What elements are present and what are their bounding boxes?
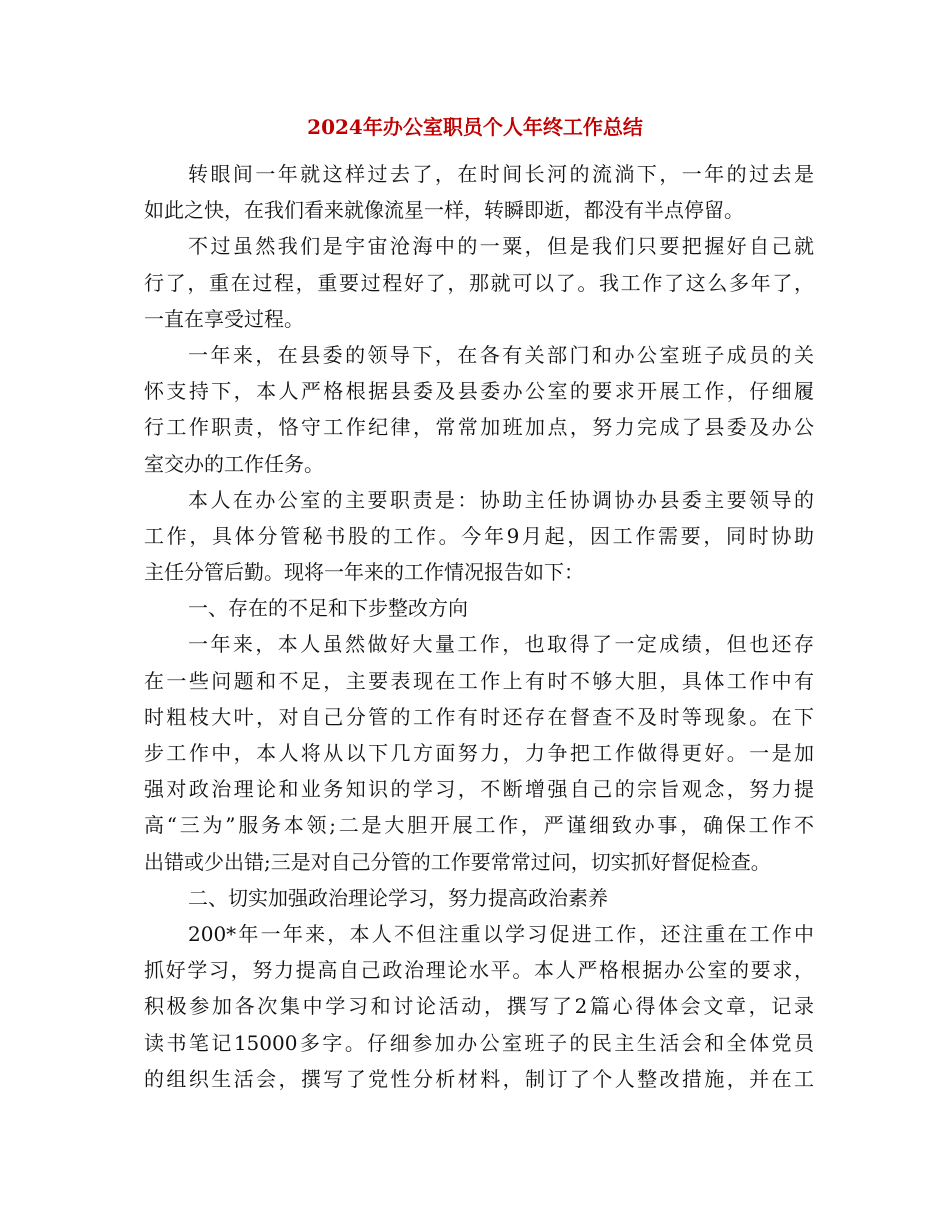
text-line: 积极参加各次集中学习和讨论活动，撰写了2篇心得体会文章，记录 (144, 994, 814, 1019)
text-line: 不过虽然我们是宇宙沧海中的一粟，但是我们只要把握好自己就 (188, 234, 814, 259)
text-line: 一年来，本人虽然做好大量工作，也取得了一定成绩，但也还存 (188, 632, 814, 657)
text-line: 在一些问题和不足，主要表现在工作上有时不够大胆，具体工作中有 (144, 668, 814, 693)
text-line: 的组织生活会，撰写了党性分析材料，制订了个人整改措施，并在工 (144, 1066, 814, 1091)
text-line: 抓好学习，努力提高自己政治理论水平。本人严格根据办公室的要求， (144, 958, 814, 983)
text-line: 一直在享受过程。 (144, 306, 304, 331)
text-line: 主任分管后勤。现将一年来的工作情况报告如下： (144, 560, 584, 585)
text-line: 200*年一年来，本人不但注重以学习促进工作，还注重在工作中 (188, 921, 814, 946)
section-heading: 二、切实加强政治理论学习，努力提高政治素养 (188, 885, 608, 910)
text-line: 行工作职责，恪守工作纪律，常常加班加点，努力完成了县委及办公 (144, 415, 814, 440)
text-line: 室交办的工作任务。 (144, 451, 324, 476)
text-line: 出错或少出错;三是对自己分管的工作要常常过问，切实抓好督促检查。 (144, 849, 771, 874)
text-line: 工作，具体分管秘书股的工作。今年9月起，因工作需要，同时协助 (144, 523, 814, 548)
text-line: 行了，重在过程，重要过程好了，那就可以了。我工作了这么多年了， (144, 270, 814, 295)
text-line: 怀支持下，本人严格根据县委及县委办公室的要求开展工作，仔细履 (144, 379, 814, 404)
text-line: 强对政治理论和业务知识的学习，不断增强自己的宗旨观念，努力提 (144, 777, 814, 802)
text-line: 如此之快，在我们看来就像流星一样，转瞬即逝，都没有半点停留。 (144, 198, 744, 223)
text-line: 转眼间一年就这样过去了，在时间长河的流淌下，一年的过去是 (188, 162, 814, 186)
text-line: 高“三为”服务本领;二是大胆开展工作，严谨细致办事，确保工作不 (144, 813, 814, 838)
document-body (144, 156, 814, 1097)
document-title: 2024年办公室职员个人年终工作总结 (307, 115, 643, 139)
text-line: 时粗枝大叶，对自己分管的工作有时还存在督查不及时等现象。在下 (144, 704, 814, 729)
text-line: 本人在办公室的主要职责是：协助主任协调协办县委主要领导的 (188, 487, 814, 512)
text-line: 一年来，在县委的领导下，在各有关部门和办公室班子成员的关 (188, 342, 814, 367)
section-heading: 一、存在的不足和下步整改方向 (188, 596, 468, 621)
text-line: 读书笔记15000多字。仔细参加办公室班子的民主生活会和全体党员 (144, 1030, 814, 1055)
text-line: 步工作中，本人将从以下几方面努力，力争把工作做得更好。一是加 (144, 741, 814, 765)
